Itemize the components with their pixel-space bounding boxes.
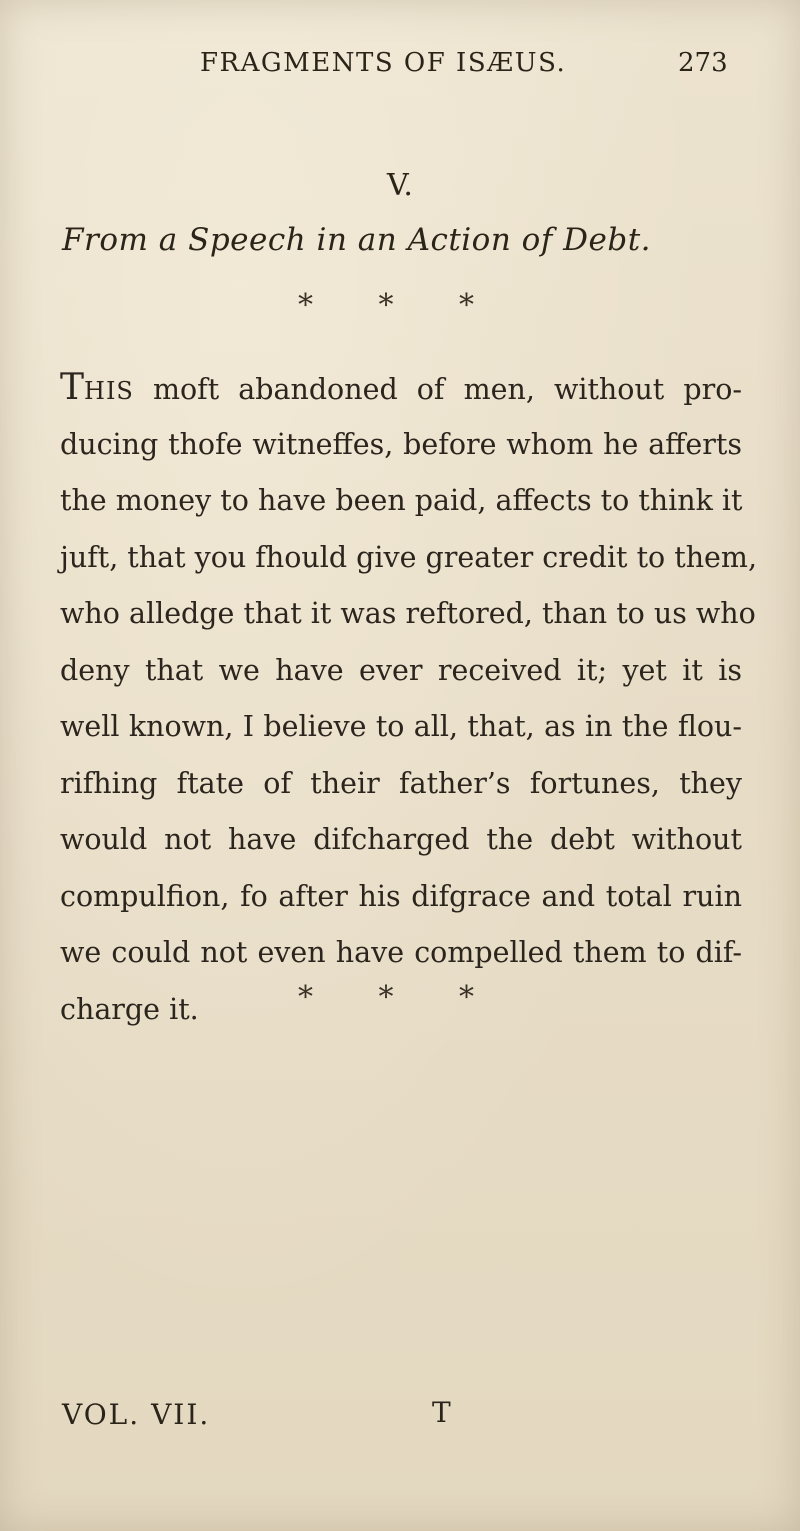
line-text: moft abandoned of men, without pro- <box>133 373 742 406</box>
running-head: FRAGMENTS OF ISÆUS. <box>200 48 567 78</box>
ornament-stars-bottom: * * * <box>297 980 503 1015</box>
text-line-2: ducing thofe witneffes, before whom he afferts <box>60 427 742 461</box>
text-line-5: who alledge that it was reftored, than to us who <box>60 597 756 630</box>
text-line-3: the money to have been paid, affects to think it <box>60 484 743 517</box>
text-line-1 <box>60 360 742 417</box>
section-title: From a Speech in an Action of Debt. <box>62 222 652 258</box>
signature-letter: T <box>432 1396 451 1429</box>
volume-signature: VOL. VII. <box>62 1398 211 1431</box>
text-line-9: would not have difcharged the debt without <box>60 823 742 856</box>
text-line-10: compulfion, fo after his difgrace and total ruin <box>60 879 742 913</box>
section-number: V. <box>387 168 413 203</box>
text-line-6: deny that we have ever received it; yet it is <box>60 653 742 687</box>
text-line-11: we could not even have compelled them to dif- <box>60 936 742 969</box>
text-line-12: charge it. <box>60 992 199 1026</box>
opening-small-caps: HIS <box>84 377 134 405</box>
drop-cap: T <box>60 367 85 408</box>
text-line-8: rifhing ftate of their father’s fortunes, they <box>60 766 742 800</box>
ornament-stars-top: * * * <box>297 288 503 323</box>
page-number: 273 <box>678 48 728 78</box>
text-line-7: well known, I believe to all, that, as in the flou- <box>60 710 742 743</box>
text-line-4: juft, that you fhould give greater credit to them, <box>60 540 757 574</box>
body-text <box>60 360 757 1038</box>
